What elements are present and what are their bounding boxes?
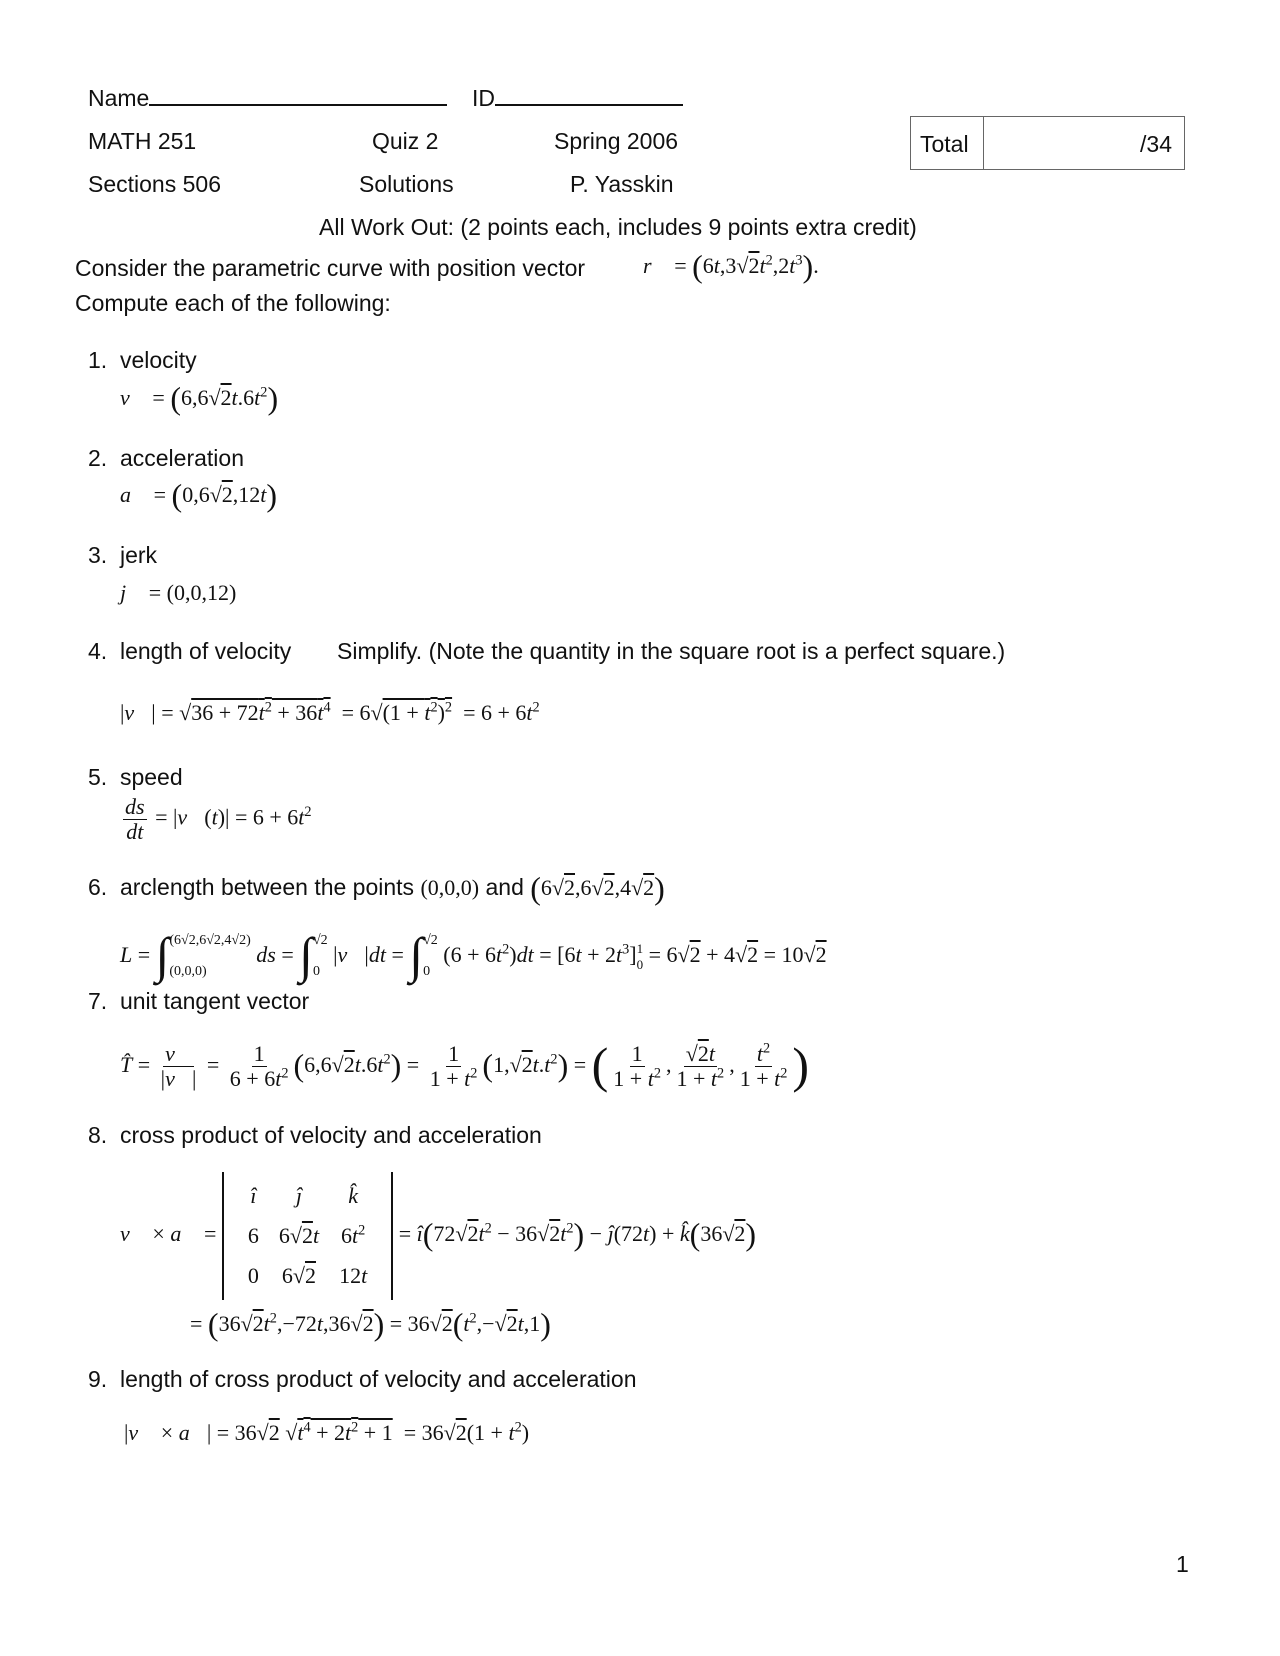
name-label: Name	[88, 84, 447, 112]
problem-8-heading: 8. cross product of velocity and acceleration	[88, 1122, 542, 1148]
unit-tangent-formula: T̂ = $\frac{v⃗}{|v⃗|}$ = $\frac{1}{6 + 6t^2}$ $(6,6√2t.6t^2)$ = $\frac{1}{1 + t^2}$ $(1,√2t.t^2)$ = ( $\frac{1}{1 + t^2}$ , $\frac{√2t}{1 + t^2}$ , $\frac{t^2}{1 + t^2}$ )	[120, 1037, 810, 1093]
solutions-label: Solutions	[359, 171, 454, 197]
jerk-formula: j⃗ = (0,0,12)	[120, 580, 237, 605]
problem-4-heading: 4. length of velocity	[88, 638, 292, 664]
name-blank[interactable]	[149, 84, 447, 106]
total-box	[910, 116, 1185, 170]
intro-line-2: Compute each of the following:	[75, 290, 391, 316]
total-label: Total	[920, 131, 969, 157]
problem-3-heading: 3. jerk	[88, 542, 158, 568]
problem-7-heading: 7. unit tangent vector	[88, 988, 310, 1014]
problem-1-heading: 1. velocity	[88, 347, 197, 373]
cross-product-formula: v⃗ × a⃗ = î ĵ k̂ 6 6√2t $6t^2$ 0 6√2 12t = $î(72√2t^2 - 36√2t^2)$ − ĵ(72t) + k̂(36√2)	[120, 1172, 756, 1300]
arclength-formula: L = ∫ (6√2,6√2,4√2) (0,0,0) ds = ∫ √2 0 |v⃗|dt = ∫ √2 0 $(6 + 6t^2)dt = [6t + 2t^3]$ 1 0 = 6√2 + 4√2 = 10√2	[120, 927, 827, 983]
quiz-label: Quiz 2	[372, 128, 439, 154]
cross-product-length-formula: |v⃗ × a⃗| = 36√2 $√t^4 + 2t^2 + 1 = 36√2(1 + t^2)$	[124, 1419, 530, 1445]
velocity-length-formula: |v⃗| = $√36 + 72t^2 + 36t^4 = 6√(1 + t^2)^2 = 6 + 6t^2$	[120, 699, 540, 725]
determinant-matrix: î ĵ k̂ 6 6√2t $6t^2$ 0 6√2 12t	[222, 1172, 393, 1300]
sections-label: Sections 506	[88, 171, 221, 197]
problem-4-note: Simplify. (Note the quantity in the square root is a perfect square.)	[337, 638, 1006, 664]
course-label: MATH 251	[88, 128, 197, 154]
velocity-formula: v⃗ = $(6,6√2t.6t^2)$	[120, 380, 279, 416]
page-number: 1	[1176, 1551, 1189, 1577]
position-vector-formula: r⃗ = $(6t,3√2t^2,2t^3)$.	[643, 248, 819, 284]
cross-product-result: = $(36√2t^2,-72t,36√2) = 36√2(t^2,-√2t,1)$	[190, 1306, 551, 1342]
problem-2-heading: 2. acceleration	[88, 445, 244, 471]
id-blank[interactable]	[495, 84, 683, 106]
instructions: All Work Out: (2 points each, includes 9 points extra credit)	[319, 214, 917, 240]
total-value: /34	[1140, 131, 1172, 157]
problem-6-heading: 6. arclength between the points (0,0,0) and (6√2,6√2,4√2)	[88, 870, 665, 906]
acceleration-formula: a⃗ = (0,6√2,12t)	[120, 477, 278, 513]
term-label: Spring 2006	[554, 128, 679, 154]
problem-9-heading: 9. length of cross product of velocity and acceleration	[88, 1366, 637, 1392]
instructor-label: P. Yasskin	[570, 171, 674, 197]
speed-formula: $\frac{ds}{dt}$ = |v⃗(t)| = $6 + 6t^2$	[125, 794, 312, 845]
problem-5-heading: 5. speed	[88, 764, 183, 790]
intro-line-1: Consider the parametric curve with position vector	[75, 255, 586, 281]
id-label: ID	[472, 84, 683, 112]
